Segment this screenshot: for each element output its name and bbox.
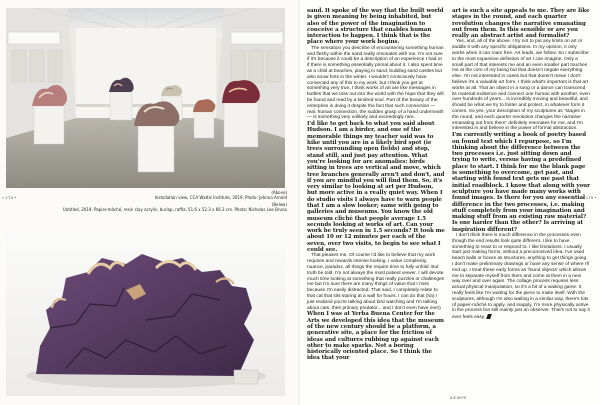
sculpture-photo <box>6 228 285 396</box>
left-page-number: • 174 • <box>2 196 17 200</box>
caption-above-tag: (Above) <box>271 190 287 195</box>
purple-sculpture-image <box>6 228 285 396</box>
paragraph: That pleases me. Of course I'd like to believe that my work requires and rewards intense looking. I value complexity, nuance, paradox, all things the require time to fully unfold. But truth be told, I'm not always the most patient viewer. I will devote much time looking at something that really puzzles or challenges me but I'm sure there are many things of value that I miss because I'm easily distracted. That said, I completely relate to that cat that sits staring at a wall for hours. I can do that (ha) I just realized you're talking about bird watching and I'm talking about cats, their primary predator... and I don't even have one!) <box>307 253 445 311</box>
paragraph-text: I don't think there is much difference in the processes even though the end results look quite different. I like to have something to react to or respond to. I like limitations. I usually start just making forms, without a preconceived idea. I've used beach balls or boxes as structures, anything to get things going. I don't make preliminary drawings or have any sense of where I'll end up. I treat these early forms as 'found objects' which allows me to separate myself from them and come at them in a new way over and over again. The collage process requires less actual physical manipulation, so it's a bit of a waiting game. It really feels like I'm waiting for the piece to make itself. With the sculptures, although I'm also waiting in a similar way, there's lots of papier-mâché to apply, and inapply. I'm more physically active in the process but still mainly just an observer. That's not to say it ever feels easy. <box>452 232 590 321</box>
paragraph: sand. It spoke of the way that the built world is given meaning by being inhabited, but also of the power of the imagination to conceive a structure that enables human interaction to happen. I think that is the place where your work begins. <box>307 8 444 46</box>
paragraph: I'd like to get back to what you said about Hudson. I am a birder, and one of the memorable things my teacher said was to hike until you are in a likely bird spot (ie trees surrounding open fields) and stop, stand still, and just pay attention. What you're looking for are anomalies: birds sitting in trees are vertical and move, which tree branches generally aren't and don't, and if you are mindful you will find them. So, it's very similar to looking at art per Hudson, but more active in a really quiet way. When I do studio visits I always have to warn people that I am a slow looker; same with going to galleries and museums. You know the old museum cliché that people average 1.5 seconds looking at works of art. Can your work be truly seen in 1.5 seconds? It took me about 10 or 12 minutes per each of the seven, over two visits, to begin to see what I could see. <box>307 121 445 254</box>
end-of-article-mark <box>486 314 492 319</box>
text-column-1 <box>307 8 445 362</box>
caption-below-text: Untitled, 2019. Papier-mâché, resin clay acrylic, burlap, raffia. 51.6 x 52.3 x 66.3 cm. Photo: Nicholas Lee Bruno <box>62 207 287 213</box>
text-column-2 <box>452 8 590 321</box>
gallery-installation-photo <box>6 8 285 188</box>
paragraph: When I was at Yerba Buena Center for the Arts we developed this idea that the museum of the new century should be a platform, a generative site, a place for the friction of ideas and cultures rubbing up against each other to make sparks. Not a boring historically oriented place. So I think the idea that your <box>307 311 444 362</box>
paragraph: I'm currently writing a book of poetry based on found text which I repurpose, so I'm thinking about the difference between the two processes i.e. just sitting down and trying to write, versus having a predefined place to start. I think for me the blank page is something to overcome, get past, and starting with found text gets me past that initial roadblock. I know that along with your sculpture you have made many works with found images. Is there for you any essential difference in the two processes, i.e. making stuff completely from your imagination and making stuff from an existing raw material? Is one harder than the other? Is arriving at inspiration different? <box>452 132 590 233</box>
caption-above-text: Installation view, CCA Wattis Institute, 2019. Photo: Johnna Arnold <box>154 195 287 201</box>
caption-below-tag: (Below) <box>271 202 287 208</box>
right-page <box>300 0 600 405</box>
paragraph <box>452 233 590 321</box>
photo-captions <box>6 190 287 224</box>
right-page-number: • 175 • <box>582 196 597 200</box>
paragraph: The sensation you describe of encountering something human and fleshy within the sand really resonates with me. I'm not sure if it's because it could be a description of an experience I had or if there is something essentially primal about it. I also spent time as a child at beaches, playing in sand, building sand castles but also snow forts in the winter. I wouldn't consciously have connected any of this to my work, but I think you get at something very true. I think works of art are like messages in bottles that we toss out into the world with the hope that they will be found and read by a kindred soul. Part of the beauty of the enterprise is doing it despite the fact that such connection — real, human connection, the sudden grasp of a hand underneath — is something very unlikely and exceedingly rare. <box>307 45 444 121</box>
installation-view-image <box>6 8 285 188</box>
paragraph: art is such a site appeals to me. They are like stages in the round, and each quarter revolution changes the narrative emanating out from them. Is this sensible or are you really an abstract artist and formalist? <box>452 8 590 40</box>
footer-label: ICE 0075 <box>450 396 467 400</box>
paragraph: Yes, and, all of the above. I try not to put any limits on art or saddle it with any specific obligations. In my opinion, it only works when it can roam free. Art leads, we follow. So I subscribe to the most expansive definition of art I can imagine. Only a small part of that interests me and an even smaller part touches me at the core of my being but that doesn't negate everything else. I'm not interested in cases but that doesn't mean I don't believe it's a valuable art form. I think what's important is that art works at all. That an object in a song or a dance can transcend its material existence and connect one human with another, even over hundreds of years... is incredibly moving and beautiful, and should be what we try to foster and protect, in whatever form it comes. So yes, your description of my sculptures as "stages in the round, and each quarter revolution changes the narrative emanating out from them" definitely resonates for me, and I'm interested in and believe in the power of formal abstraction. <box>452 39 590 132</box>
